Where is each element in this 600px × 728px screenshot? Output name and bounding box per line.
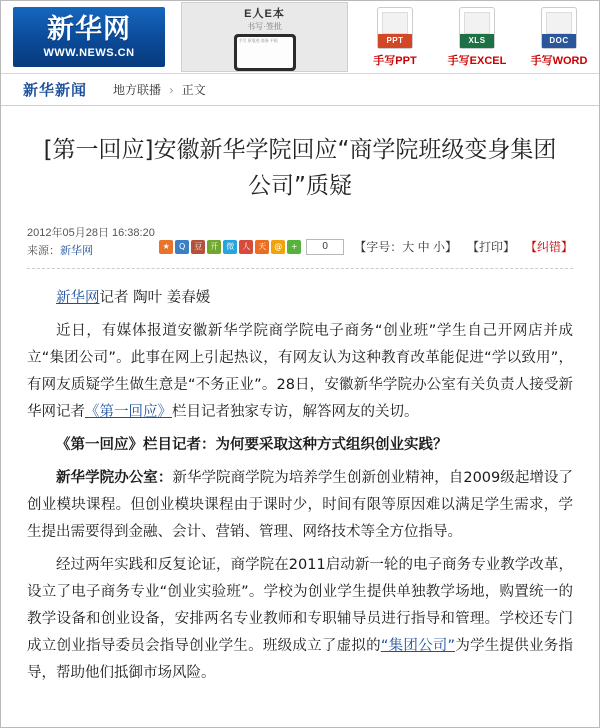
site-logo-en: WWW.NEWS.CN [43,47,135,59]
article-text-run: 记者 陶叶 姜春媛 [99,290,211,306]
share-mail-icon[interactable]: @ [271,240,285,254]
word-icon-tag: DOC [542,34,576,48]
share-more-icon[interactable]: + [287,240,301,254]
share-icon-bar [159,239,344,255]
font-size-small[interactable]: 小 [432,240,445,254]
advertisement[interactable] [181,3,599,71]
ppt-icon-tag: PPT [378,34,412,48]
ad-product-thumb[interactable] [181,2,348,72]
correction-button[interactable] [525,238,573,255]
breadcrumb-item-1[interactable]: 正文 [181,83,206,97]
font-size-control [354,238,457,255]
article-text-run: 栏目记者独家专访，解答网友的关切。 [172,404,419,420]
article-paragraph [27,285,573,312]
article-text-run: 为学生提供业务指导，帮助他们抵御市场风险。 [27,638,574,681]
ad-app-ppt[interactable] [362,7,428,68]
excel-icon [459,7,495,49]
tablet-device-icon [234,34,296,71]
article-meta-left [27,222,155,260]
site-logo[interactable] [13,7,165,67]
site-banner [1,1,599,74]
print-button[interactable] [467,238,515,255]
breadcrumb-item-0[interactable]: 地方联播 [113,83,162,97]
font-size-large[interactable]: 大 [402,240,415,254]
ad-app-word[interactable] [526,7,592,68]
article-text-run: 新华学院商学院为培养学生创新创业精神，自2009级起增设了创业模块课程。但创业模块课程由于课时少，时间有限等原因难以满足学生需求，学生提出需要得到金融、会计、营销、管理、网络技术等全方位指导。 [27,470,573,540]
tablet-screen-text: 手写 原笔迹 商务 平板 [237,37,293,68]
breadcrumb-separator: › [169,83,174,97]
font-size-label: 【字号： [354,240,403,254]
article-source-link[interactable]: 新华网 [60,245,93,257]
font-size-label-end: 】 [444,240,457,254]
ad-app-excel-label: 手写EXCEL [447,54,507,67]
article-text-run: 经过两年实践和反复论证，商学院在2011启动新一轮的电子商务专业教学改革，设立了电子商务专业“创业实验班”。学校为创业学生提供单独教学场地，购置统一的教学设备和创业设备，安排两名专业教师和专职辅导员进行指导和管理。学校还专门成立创业指导委员会指导创业学生。班级成立了虚拟的 [27,557,573,654]
article-paragraph [27,318,573,426]
page-title: [第一回应]安徽新华学院回应“商学院班级变身集团公司”质疑 [43,137,557,199]
article-source-label: 来源： [27,245,60,257]
site-logo-cn: 新华网 [47,14,131,45]
print-label[interactable]: 【打印】 [466,240,515,254]
breadcrumb-items [113,81,206,98]
ad-app-list [362,7,592,68]
article-question [27,432,573,459]
font-size-medium[interactable]: 中 [417,240,430,254]
breadcrumb [1,74,599,106]
word-icon [541,7,577,49]
article-meta [27,222,573,269]
article-inline-link[interactable]: “集团公司” [380,638,456,654]
article-body [27,285,573,687]
article-emphasis: 新华学院办公室： [56,470,173,486]
share-douban-icon[interactable]: 豆 [191,240,205,254]
article-inline-link[interactable]: 《第一回应》 [85,404,172,420]
share-count: 0 [306,239,344,255]
share-weibo-icon[interactable]: 微 [223,240,237,254]
ad-title: E人E本 [244,8,285,20]
article-timestamp: 2012年05月28日 16:38:20 [27,227,155,239]
share-renren-icon[interactable]: 人 [239,240,253,254]
excel-icon-tag: XLS [460,34,494,48]
article-source [27,242,155,260]
ad-app-ppt-label: 手写PPT [373,54,417,67]
article-text-run: 近日，有媒体报道安徽新华学院商学院电子商务“创业班”学生自己开网店并成立“集团公司”。此事在网上引起热议，有网友认为这种教育改革能促进“学以致用”，有网友质疑学生做生意是“不务正业”。28日，安徽新华学院办公室有关负责人接受新华网记者 [27,323,573,420]
share-bookmark-icon[interactable]: ★ [159,240,173,254]
ad-app-word-label: 手写WORD [530,54,588,67]
ad-app-excel[interactable] [444,7,510,68]
ppt-icon [377,7,413,49]
correction-label[interactable]: 【纠错】 [524,240,573,254]
share-qzone-icon[interactable]: Q [175,240,189,254]
article-paragraph [27,552,573,687]
article-tools [159,222,573,255]
article [1,132,599,687]
site-section-title[interactable]: 新华新闻 [23,82,88,99]
article-emphasis: 《第一回应》栏目记者：为何要采取这种方式组织创业实践？ [56,437,448,453]
article-paragraph [27,465,573,546]
ad-subtitle: 书写·签批 [247,22,282,31]
share-kaixin-icon[interactable]: 开 [207,240,221,254]
article-inline-link[interactable]: 新华网 [56,290,100,306]
share-tianya-icon[interactable]: 天 [255,240,269,254]
